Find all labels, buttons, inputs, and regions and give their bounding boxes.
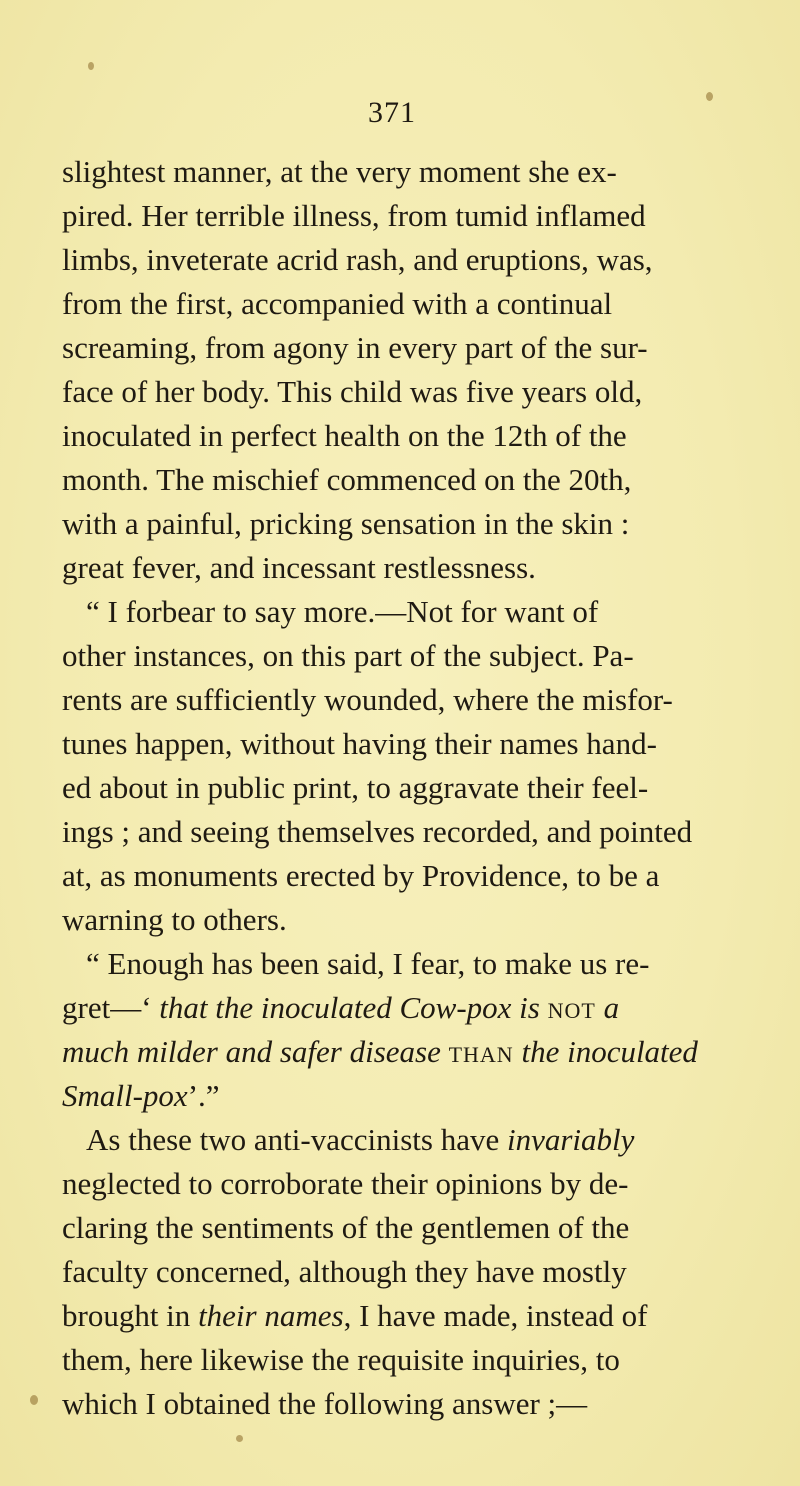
text-run: them, here likewise the requisite inquiries, to [62,1342,620,1377]
text-run: faculty concerned, although they have mostly [62,1254,627,1289]
paper-speck [88,62,94,70]
text-run: warning to others. [62,902,287,937]
text-line [62,898,762,942]
text-line [62,942,762,986]
text-run: the inoculated [513,1034,698,1069]
text-run: face of her body. This child was five years old, [62,374,643,409]
paper-speck [236,1435,243,1442]
text-run: slightest manner, at the very moment she ex- [62,154,617,189]
text-run: at, as monuments erected by Providence, to be a [62,858,660,893]
text-run: Small-pox [62,1078,188,1113]
text-line [62,282,762,326]
text-line [62,1294,762,1338]
text-line [62,1250,762,1294]
text-line [62,678,762,722]
text-run: screaming, from agony in every part of the sur- [62,330,648,365]
text-run: claring the sentiments of the gentlemen of the [62,1210,630,1245]
text-line [62,502,762,546]
page-number: 371 [368,96,416,129]
text-run: ings ; and seeing themselves recorded, and pointed [62,814,693,849]
text-run: , I have made, instead of [343,1298,648,1333]
text-run: invariably [506,1122,635,1157]
text-line [62,1206,762,1250]
text-line [62,766,762,810]
text-run: a [595,990,620,1025]
text-run: their names [198,1298,344,1333]
text-run: inoculated in perfect health on the 12th of the [62,418,627,453]
text-line [62,546,762,590]
paper-speck [706,92,713,101]
text-run: with a painful, pricking sensation in the skin : [62,506,630,541]
text-run: pired. Her terrible illness, from tumid inflamed [62,198,646,233]
text-run: “ Enough has been said, I fear, to make us re- [86,946,650,981]
text-run: “ I forbear to say more.—Not for want of [86,594,599,629]
text-line [62,414,762,458]
text-run: which I obtained the following answer ;— [62,1386,588,1421]
text-line [62,722,762,766]
text-line [62,1338,762,1382]
text-line [62,810,762,854]
text-line [62,238,762,282]
text-line [62,150,762,194]
text-line [62,370,762,414]
text-line [62,1382,762,1426]
body-text [62,150,762,1426]
paper-speck [30,1395,38,1405]
text-run: from the first, accompanied with a continual [62,286,613,321]
text-run: As these two anti-vaccinists have [86,1122,507,1157]
text-line [62,458,762,502]
text-run: neglected to corroborate their opinions by de- [62,1166,629,1201]
text-run: ed about in public print, to aggravate their feel- [62,770,649,805]
text-run: that the inoculated Cow-pox is [159,990,548,1025]
text-line [62,194,762,238]
text-line [62,1030,762,1074]
text-run: limbs, inveterate acrid rash, and eruptions, was, [62,242,653,277]
text-run: not [547,990,596,1025]
text-run: than [448,1034,514,1069]
text-line [62,1118,762,1162]
text-line [62,1074,762,1118]
text-run: other instances, on this part of the subject. Pa- [62,638,634,673]
text-line [62,986,762,1030]
text-line [62,590,762,634]
text-line [62,634,762,678]
text-line [62,854,762,898]
text-line [62,1162,762,1206]
text-run: gret—‘ [62,990,160,1025]
text-run: brought in [62,1298,199,1333]
text-run: great fever, and incessant restlessness. [62,550,536,585]
text-run: much milder and safer disease [62,1034,449,1069]
text-run: tunes happen, without having their names hand- [62,726,657,761]
text-line [62,326,762,370]
text-run: rents are sufficiently wounded, where the misfor- [62,682,673,717]
text-run: month. The mischief commenced on the 20th, [62,462,632,497]
text-run: ’.” [187,1078,220,1113]
